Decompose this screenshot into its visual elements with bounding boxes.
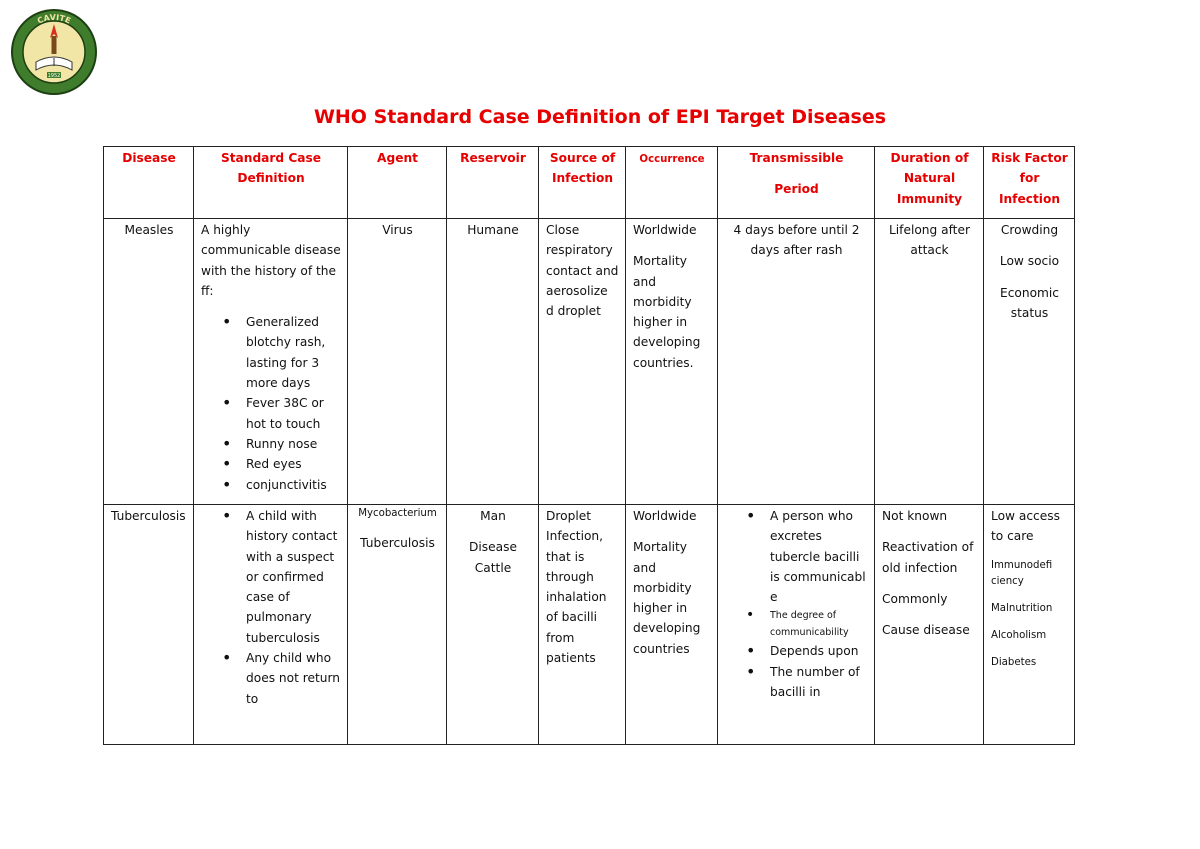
occurrence-note: Mortality and morbidity higher in developing countries (633, 540, 701, 656)
symptom-item: • Fever 38C or hot to touch (201, 393, 341, 434)
risk-item: Immunodefi ciency (991, 559, 1053, 587)
header-row (104, 147, 1075, 219)
cell-agent: Virus (348, 219, 447, 505)
risk-item: Economic status (1000, 285, 1059, 320)
cell-source: Droplet Infection, that is through inhalation of bacilli from patients (539, 505, 626, 745)
cell-disease: Measles (104, 219, 194, 505)
header-occurrence: Occurrence (626, 147, 718, 219)
school-seal-icon (10, 8, 98, 96)
header-agent: Agent (348, 147, 447, 219)
risk-item: Alcoholism (991, 629, 1047, 641)
cell-definition (194, 505, 348, 745)
disease-table (103, 146, 1075, 745)
agent-line: Tuberculosis (360, 536, 435, 550)
definition-item: • A child with history contact with a suspect or confirmed case of pulmonary tuberculosis (201, 506, 341, 648)
logo-top-text: CAVITE (36, 12, 73, 26)
cell-immunity: Lifelong after attack (875, 219, 984, 505)
header-risk: Risk Factor for Infection (984, 147, 1075, 219)
header-source: Source of Infection (539, 147, 626, 219)
occurrence-note: Mortality and morbidity higher in developing countries. (633, 254, 701, 370)
cell-agent (348, 505, 447, 745)
cell-occurrence (626, 505, 718, 745)
reservoir-line: Man (480, 509, 506, 523)
cell-reservoir (447, 505, 539, 745)
symptom-item: • Runny nose (201, 434, 341, 454)
risk-item: Malnutrition (991, 602, 1053, 614)
transmissible-item: • Depends upon (725, 641, 868, 661)
cell-transmissible: 4 days before until 2 days after rash (718, 219, 875, 505)
transmissible-item: • The number of bacilli in (725, 662, 868, 703)
cell-risk (984, 219, 1075, 505)
table-row (104, 505, 1075, 745)
cell-source: Close respiratory contact and aerosolize d droplet (539, 219, 626, 505)
header-immunity: Duration of Natural Immunity (875, 147, 984, 219)
symptom-item: • Generalized blotchy rash, lasting for 3 more days (201, 312, 341, 393)
header-transmissible (718, 147, 875, 219)
reservoir-line: Cattle (474, 560, 512, 575)
cell-reservoir: Humane (447, 219, 539, 505)
immunity-line: Reactivation of old infection (882, 540, 974, 575)
risk-item: Low socio (999, 254, 1060, 269)
cell-definition (194, 219, 348, 505)
cell-disease: Tuberculosis (104, 505, 194, 745)
immunity-line: Commonly (882, 591, 948, 606)
cell-immunity (875, 505, 984, 745)
risk-item: Low access to care (991, 509, 1060, 544)
occurrence-text: Worldwide (633, 223, 697, 237)
header-transmissible-line1: Transmissible (749, 151, 844, 165)
definition-item: • Any child who does not return to (201, 648, 341, 709)
definition-intro: A highly communicable disease with the history of the ff: (201, 223, 341, 298)
transmissible-item: • A person who excretes tubercle bacilli is communicabl e (725, 506, 868, 607)
risk-item: Crowding (1000, 223, 1059, 237)
symptom-item: • conjunctivitis (201, 475, 341, 495)
agent-line: Mycobacterium (358, 508, 437, 519)
page-title: WHO Standard Case Definition of EPI Target Diseases (313, 106, 887, 128)
cell-transmissible (718, 505, 875, 745)
cell-risk (984, 505, 1075, 745)
table-row (104, 219, 1075, 505)
transmissible-item: • The degree of communicability (725, 607, 868, 641)
immunity-line: Cause disease (882, 623, 970, 638)
symptom-item: • Red eyes (201, 454, 341, 474)
immunity-line: Not known (882, 509, 948, 523)
logo-year: 1952 (47, 73, 61, 79)
reservoir-line: Disease (469, 540, 517, 555)
header-disease: Disease (104, 147, 194, 219)
header-reservoir: Reservoir (447, 147, 539, 219)
occurrence-text: Worldwide (633, 509, 697, 523)
risk-item: Diabetes (991, 656, 1037, 668)
header-transmissible-line2: Period (774, 182, 819, 197)
header-definition: Standard Case Definition (194, 147, 348, 219)
cell-occurrence (626, 219, 718, 505)
